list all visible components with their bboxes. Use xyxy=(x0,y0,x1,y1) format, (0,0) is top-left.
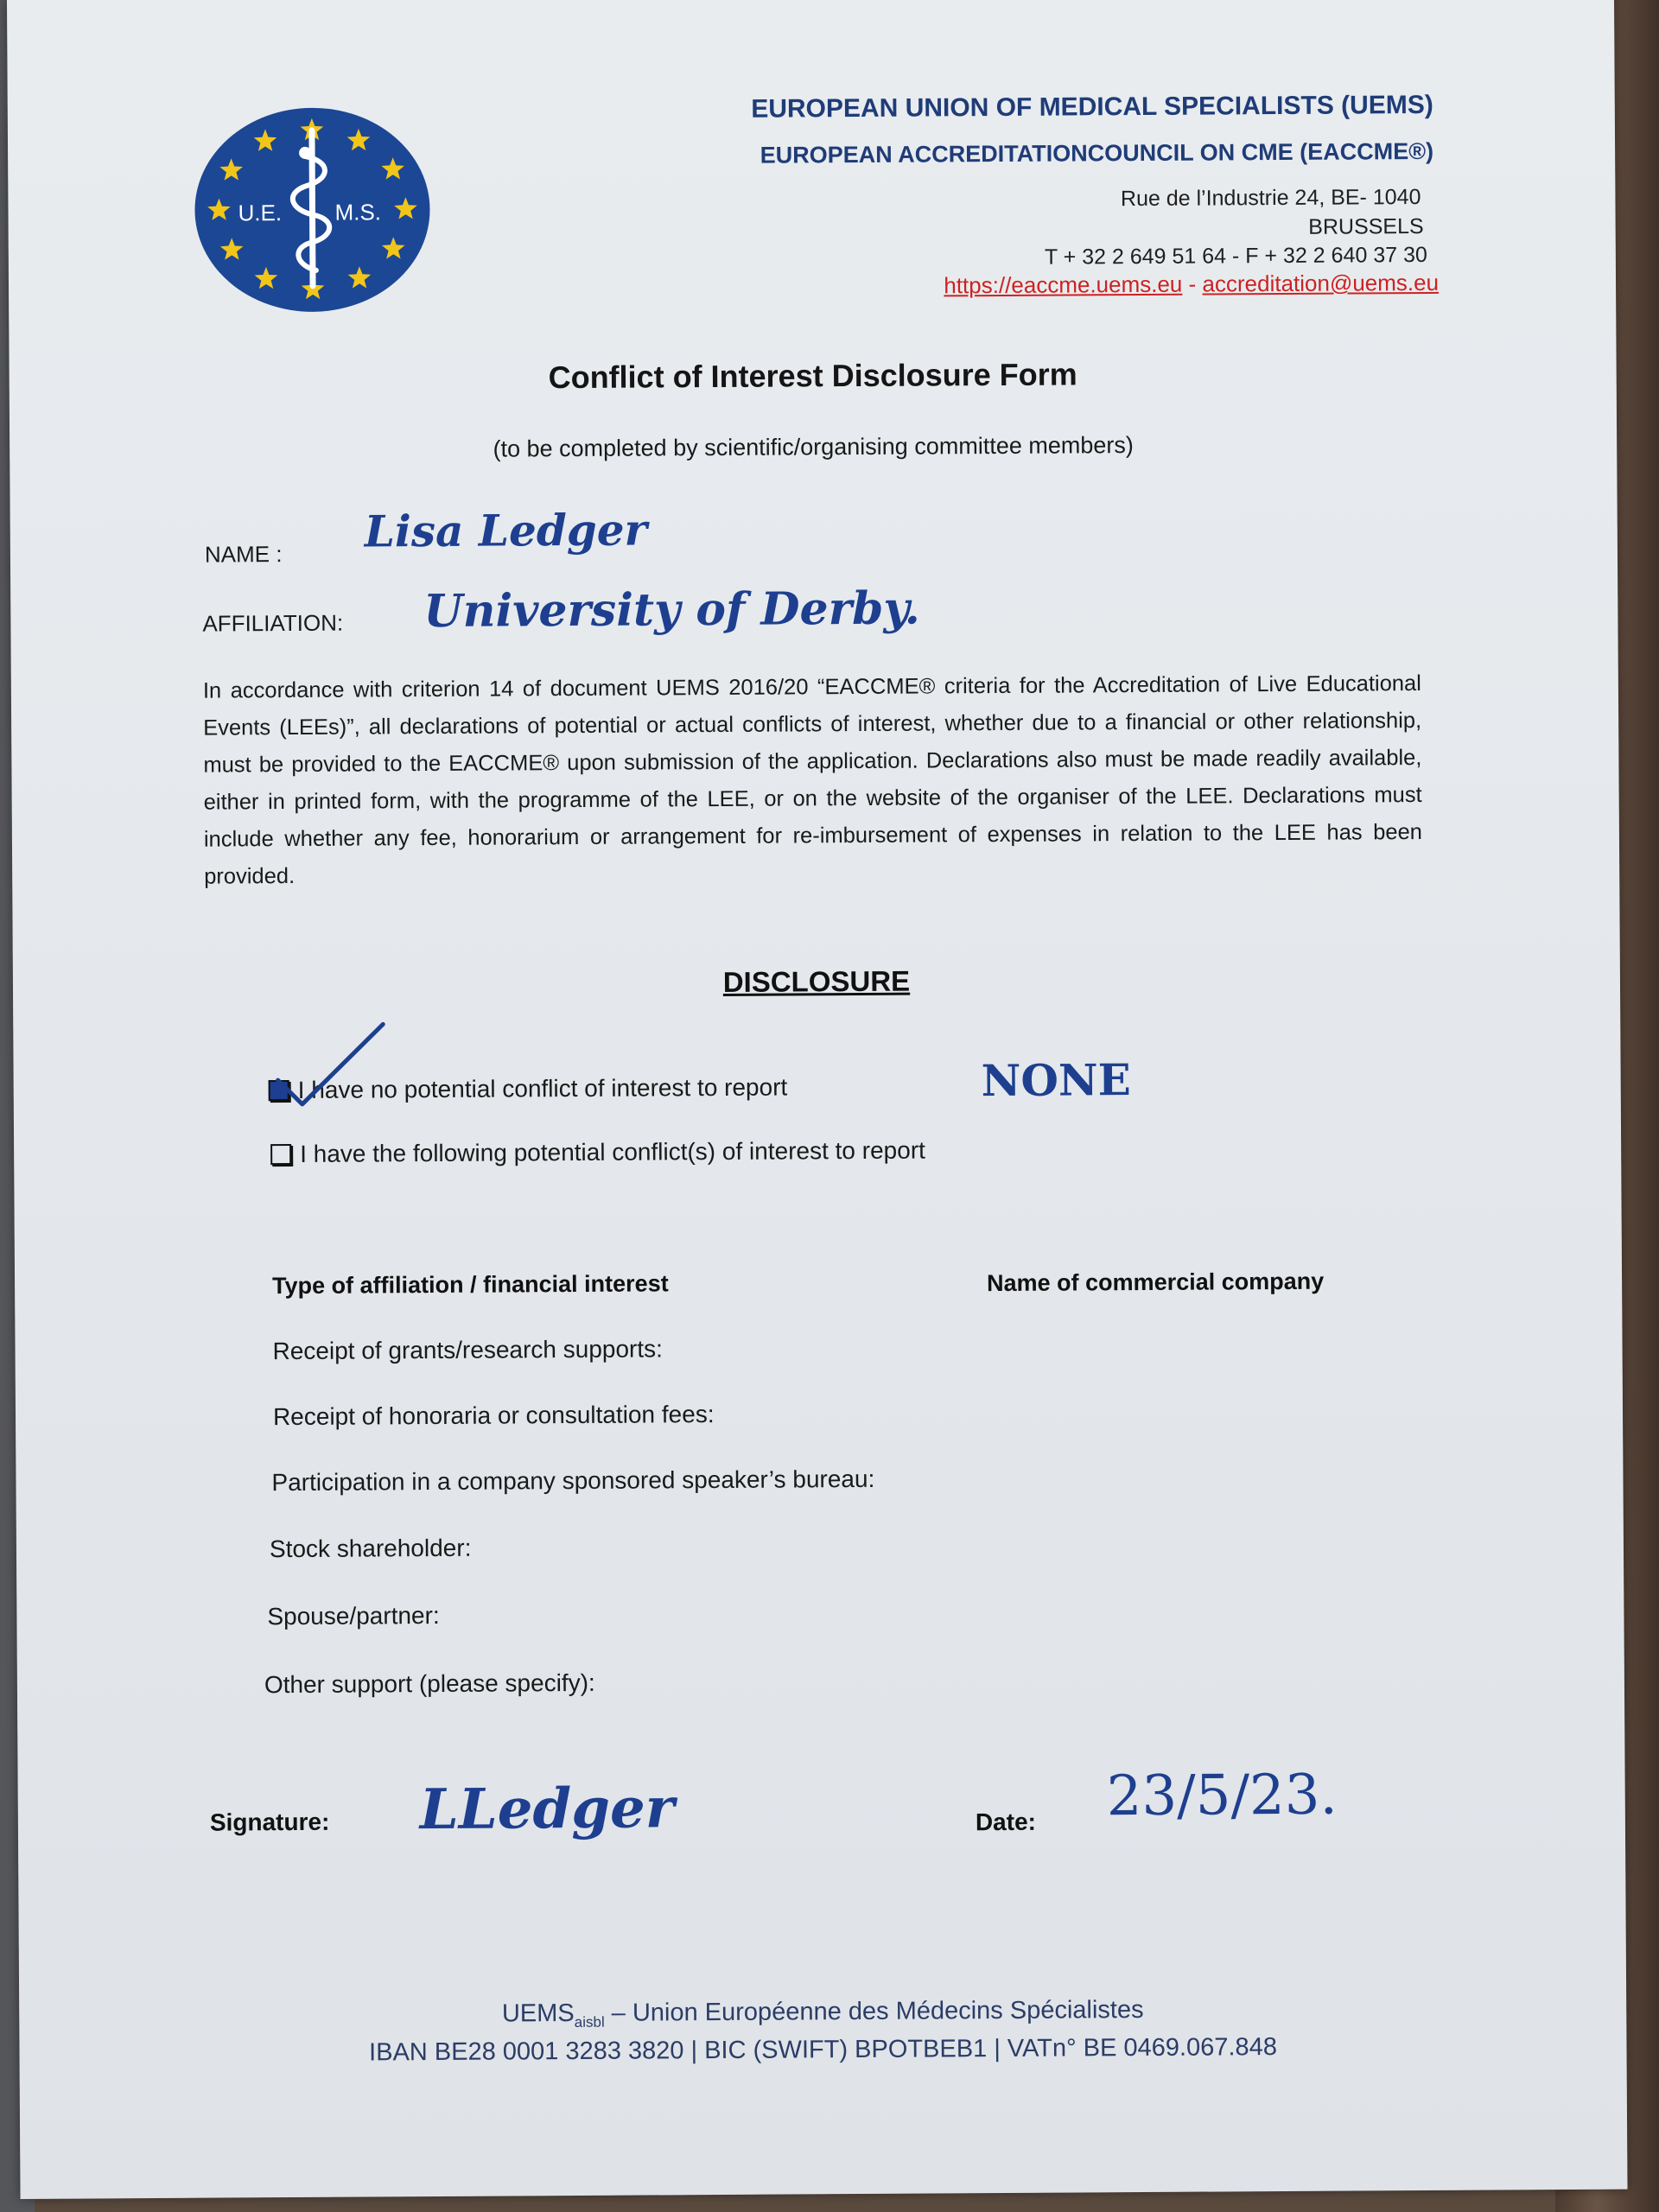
row-grants: Receipt of grants/research supports: xyxy=(272,1335,663,1365)
affiliation-field[interactable]: University of Derby. xyxy=(423,582,920,639)
row-speaker-bureau: Participation in a company sponsored speaker’s bureau: xyxy=(271,1465,875,1497)
email-link[interactable]: accreditation@uems.eu xyxy=(1202,269,1440,297)
has-conflict-checkbox[interactable] xyxy=(270,1144,291,1165)
svg-text:U.E.: U.E. xyxy=(238,200,283,226)
name-field[interactable]: Lisa Ledger xyxy=(364,504,648,557)
row-spouse: Spouse/partner: xyxy=(267,1601,440,1630)
name-label: NAME : xyxy=(204,541,283,568)
website-link[interactable]: https://eaccme.uems.eu xyxy=(944,270,1183,299)
council-name: EUROPEAN ACCREDITATIONCOUNCIL ON CME (EACCME®) xyxy=(760,137,1434,168)
footer-union-name: – Union Européenne des Médecins Spécialistes xyxy=(604,1996,1144,2027)
org-name: EUROPEAN UNION OF MEDICAL SPECIALISTS (UEMS) xyxy=(751,90,1433,124)
uems-logo xyxy=(193,105,432,315)
row-honoraria: Receipt of honoraria or consultation fees: xyxy=(272,1401,715,1431)
footer-aisbl: aisbl xyxy=(574,2013,605,2031)
phone-fax: T + 32 2 649 51 64 - F + 32 2 640 37 30 xyxy=(1044,242,1427,270)
option-has-conflict[interactable] xyxy=(270,1137,925,1169)
column-company-header: Name of commercial company xyxy=(987,1268,1325,1297)
date-label: Date: xyxy=(975,1808,1037,1836)
footer-uems: UEMS xyxy=(501,1999,575,2028)
signature-label: Signature: xyxy=(209,1808,330,1836)
address-line-1: Rue de l’Industrie 24, BE- 1040 xyxy=(1120,185,1421,212)
no-conflict-label: I have no potential conflict of interest to report xyxy=(297,1073,788,1103)
criteria-paragraph: In accordance with criterion 14 of document UEMS 2016/20 “EACCME® criteria for the Accreditation of Live Educational Events (LEEs)”, all declarations of potential or actual conflicts of interest, whether due to a financial or other relationship, must be provided to the EACCME® upon submission of the application. Declarations also must be made readily available, either in printed form, with the programme of the LEE, or on the website of the organiser of the LEE. Declarations must include whether any fee, honorarium or arrangement for re-imbursement of expenses in relation to the LEE has been provided. xyxy=(202,671,1422,889)
date-field[interactable]: 23/5/23. xyxy=(1106,1763,1338,1829)
form-title: Conflict of Interest Disclosure Form xyxy=(548,356,1077,396)
form-page xyxy=(7,0,1628,2199)
affiliation-label: AFFILIATION: xyxy=(202,609,344,637)
row-other-support: Other support (please specify): xyxy=(264,1669,595,1699)
disclosure-heading: DISCLOSURE xyxy=(722,964,911,998)
link-separator: - xyxy=(1188,270,1197,297)
column-type-header: Type of affiliation / financial interest xyxy=(272,1270,669,1300)
address-line-2: BRUSSELS xyxy=(1308,213,1424,239)
signature-field[interactable]: LLedger xyxy=(419,1776,675,1843)
footer-bank-details: IBAN BE28 0001 3283 3820 | BIC (SWIFT) BPOTBEB1 | VATn° BE 0469.067.848 xyxy=(369,2033,1277,2067)
checkmark-icon xyxy=(272,1017,394,1113)
none-note: NONE xyxy=(981,1054,1131,1107)
contact-links xyxy=(944,270,1439,299)
row-stock: Stock shareholder: xyxy=(269,1534,472,1563)
form-subtitle: (to be completed by scientific/organising committee members) xyxy=(493,432,1134,462)
footer-line-1 xyxy=(19,1993,1626,2035)
svg-text:M.S.: M.S. xyxy=(334,199,382,226)
has-conflict-label: I have the following potential conflict(s) of interest to report xyxy=(300,1136,925,1167)
